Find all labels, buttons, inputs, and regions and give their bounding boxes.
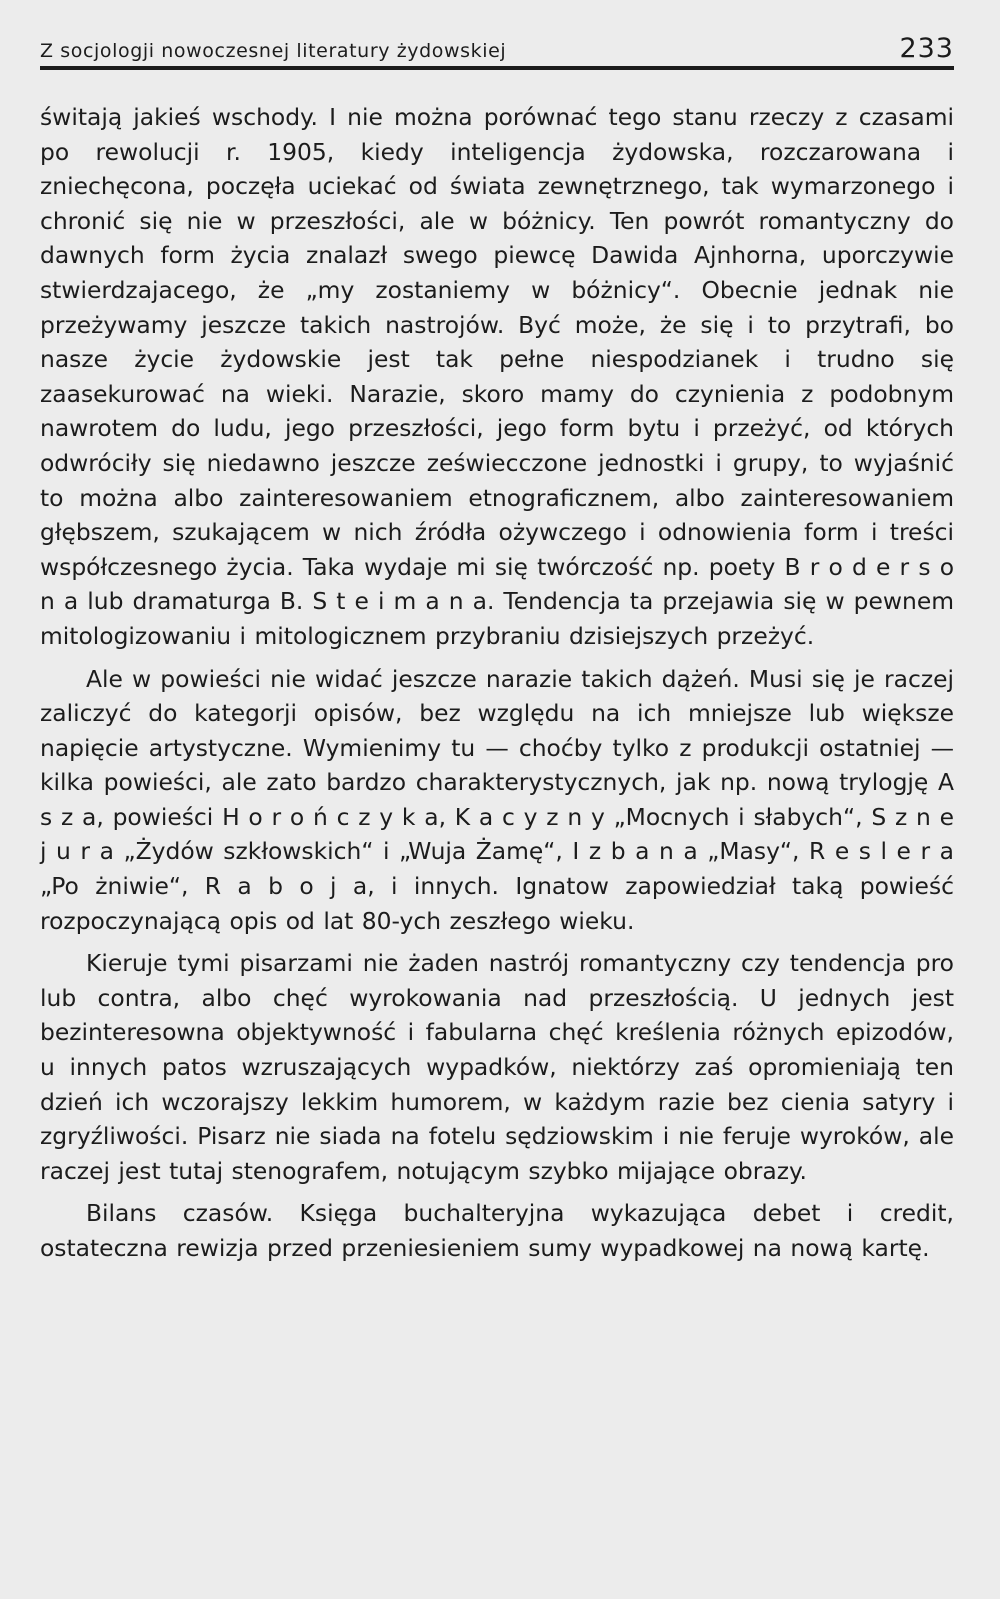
paragraph-continued: świtają jakieś wschody. I nie można porównać tego stanu rzeczy z czasami po rewolucji r. 1905, kiedy inteligencja żydowska, rozczarowana i zniechęcona, poczęła uciekać od świata zewnętrznego, tak wymarzonego i chronić się nie w przeszłości, ale w bóżnicy. Ten powrót romantyczny do dawnych form życia znalazł swego piewcę Dawida Ajnhorna, uporczywie stwierdzajacego, że „my zostaniemy w bóżnicy“. Obecnie jednak nie przeżywamy jeszcze takich nastrojów. Być może, że się i to przytrafi, bo nasze życie żydowskie jest tak pełne niespodzianek i trudno się zaasekurować na wieki. Narazie, skoro mamy do czynienia z podobnym nawrotem do ludu, jego przeszłości, jego form bytu i przeżyć, od których odwróciły się niedawno jeszcze zeświecczone jednostki i grupy, to wyjaśnić to można albo zainteresowaniem etnograficznem, albo zainteresowaniem głębszem, szukającem w nich źródła ożywczego i odnowienia form i treści współczesnego życia. Taka wydaje mi się twórczość np. poety B r o d e r s o n a lub dramaturga B. S t e i m a n a. Tendencja ta przejawia się w pewnem mitologizowaniu i mitologicznem przybraniu dzisiejszych przeżyć. — [40, 103, 954, 650]
page-number: 233 — [899, 33, 954, 64]
paragraph: Kieruje tymi pisarzami nie żaden nastrój romantyczny czy tendencja pro lub contra, albo chęć wyrokowania nad przeszłością. U jednych jest bezinteresowna objektywność i fabularna chęć kreślenia różnych epizodów, u innych patos wzruszających wypadków, niektórzy zaś opromieniają ten dzień ich wczorajszy lekkim humorem, w każdym razie bez cienia satyry i zgryźliwości. Pisarz nie siada na fotelu sędziowskim i nie feruje wyroków, ale raczej jest tutaj stenografem, notującym szybko mijające obrazy. — [40, 949, 954, 1185]
running-head-title: Z socjologji nowoczesnej literatury żydowskiej — [40, 40, 507, 62]
paragraph: Ale w powieści nie widać jeszcze narazie takich dążeń. Musi się je raczej zaliczyć do kategorji opisów, bez względu na ich mniejsze lub większe napięcie artystyczne. Wymienimy tu — choćby tylko z produkcji ostatniej — kilka powieści, ale zato bardzo charakterystycznych, jak np. nową trylogję A s z a, powieści H o r o ń c z y k a, K a c y z n y „Mocnych i słabych“, S z n e j u r a „Żydów szkłowskich“ i „Wuja Żamę“, I z b a n a „Masy“, R e s l e r a „Po żniwie“, R a b o j a, i innych. Ignatow zapowiedział taką powieść rozpoczynającą opis od lat 80-ych zeszłego wieku. — [40, 664, 954, 935]
paragraph: Bilans czasów. Księga buchalteryjna wykazująca debet i credit, ostateczna rewizja przed przeniesieniem sumy wypadkowej na nową kartę. — [40, 1199, 954, 1262]
body-text — [40, 100, 954, 1266]
running-head — [40, 20, 954, 70]
